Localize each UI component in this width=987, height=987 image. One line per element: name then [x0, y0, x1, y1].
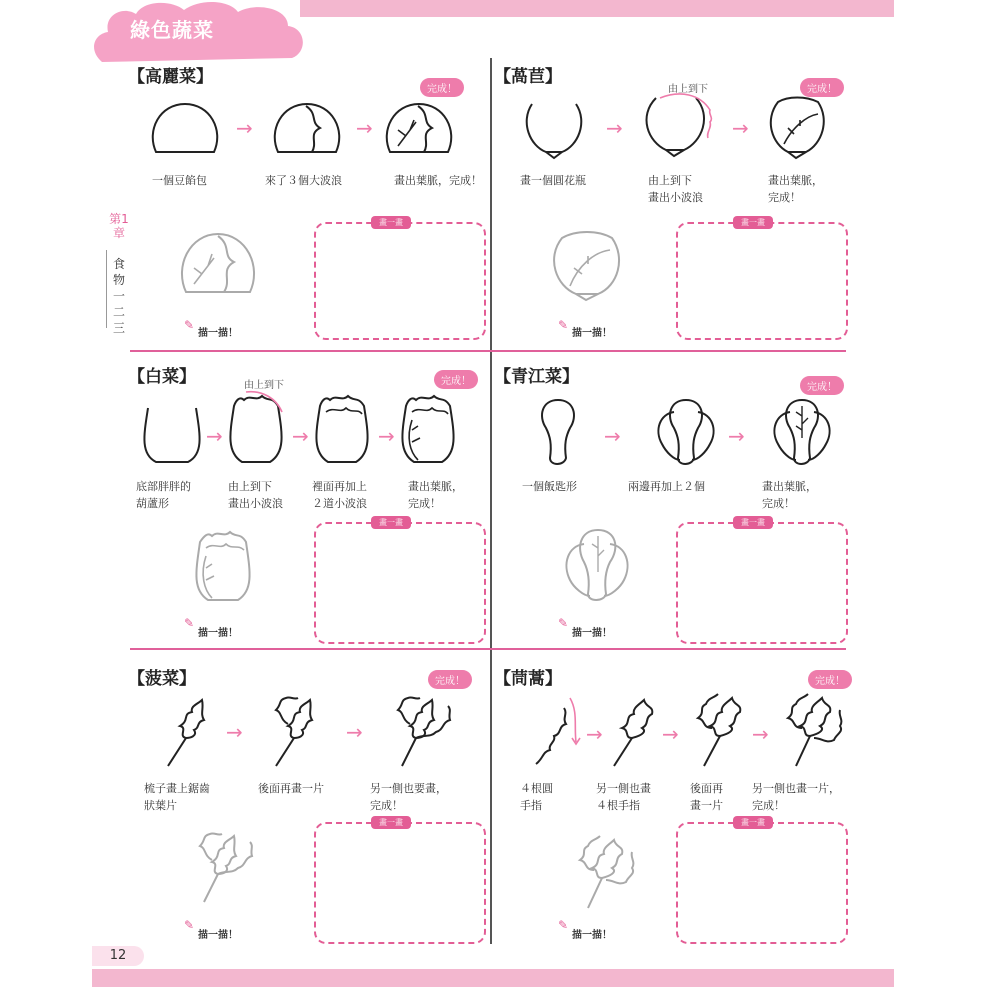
step-caption: 後面再畫一片 [258, 782, 324, 795]
step-caption: 畫出葉脈，完成！ [394, 174, 482, 187]
trace-label: 描一描！ [572, 328, 612, 339]
arrow-icon: → [604, 424, 621, 448]
arrow-icon: → [236, 116, 253, 140]
section-title-lettuce: 【萵苣】 [494, 67, 562, 87]
spinach-step2-drawing [268, 694, 328, 770]
arrow-icon: → [728, 424, 745, 448]
pencil-icon: ✎ [558, 918, 569, 932]
arrow-icon: → [606, 116, 623, 140]
step-caption: 一個豆餡包 [152, 174, 207, 187]
spinach-trace-drawing [186, 826, 258, 906]
trace-label: 描一描！ [198, 328, 238, 339]
step-caption: 畫一個圓花瓶 [520, 174, 586, 187]
step-caption: 另一側也要畫， 完成！ [370, 782, 447, 812]
arrow-icon: → [206, 424, 223, 448]
draw-box-label: 畫一畫 [733, 216, 773, 229]
cabbage-step1-drawing [150, 102, 220, 160]
draw-box-label: 畫一畫 [371, 216, 411, 229]
chapter-subtitle: 食物一二三 [112, 257, 125, 335]
draw-box-label: 畫一畫 [371, 516, 411, 529]
section-title-bok-choy: 【青江菜】 [494, 367, 579, 387]
pencil-icon: ✎ [558, 616, 569, 630]
spinach-step3-drawing [384, 690, 454, 770]
napa-step1-drawing [142, 404, 202, 468]
drawing-area-spinach[interactable] [314, 822, 486, 944]
drawing-area-crown-daisy[interactable] [676, 822, 848, 944]
trace-label: 描一描！ [572, 930, 612, 941]
crowndaisy-step1-drawing [534, 696, 584, 770]
pencil-icon: ✎ [558, 318, 569, 332]
done-badge: 完成！ [800, 78, 844, 97]
lettuce-trace-drawing [548, 232, 628, 304]
step-caption: 畫出葉脈， 完成！ [768, 174, 823, 204]
draw-box-label: 畫一畫 [733, 516, 773, 529]
crowndaisy-trace-drawing [566, 826, 638, 912]
step-caption: 畫出葉脈， 完成！ [762, 480, 817, 510]
bottom-banner-bar [92, 969, 894, 987]
step-caption: 來了３個大波浪 [265, 174, 342, 187]
cabbage-step2-drawing [272, 102, 342, 160]
step-caption: 裡面再加上 ２道小波浪 [312, 480, 367, 510]
bokchoy-step2-drawing [652, 398, 718, 468]
done-badge: 完成！ [434, 370, 478, 389]
arrow-icon: → [292, 424, 309, 448]
trace-label: 描一描！ [198, 628, 238, 639]
bokchoy-step1-drawing [538, 398, 582, 468]
arrow-icon: → [732, 116, 749, 140]
step-caption: 底部胖胖的 葫蘆形 [136, 480, 191, 510]
lettuce-step2-drawing [640, 92, 720, 160]
drawing-area-cabbage[interactable] [314, 222, 486, 340]
step-caption: 畫出葉脈， 完成！ [408, 480, 463, 510]
chapter-divider [106, 250, 107, 328]
section-title-crown-daisy: 【茼蒿】 [494, 669, 562, 689]
arrow-icon: → [346, 720, 363, 744]
cabbage-trace-drawing [178, 230, 258, 300]
pencil-icon: ✎ [184, 918, 195, 932]
done-badge: 完成！ [420, 78, 464, 97]
arrow-icon: → [356, 116, 373, 140]
done-badge: 完成！ [800, 376, 844, 395]
arrow-icon: → [378, 424, 395, 448]
row-divider-1 [130, 350, 846, 352]
section-title-napa-cabbage: 【白菜】 [128, 367, 196, 387]
section-title-cabbage: 【高麗菜】 [128, 67, 213, 87]
section-title-spinach: 【菠菜】 [128, 669, 196, 689]
step-caption: ４根圓 手指 [520, 782, 553, 812]
crowndaisy-step4-drawing [774, 686, 846, 770]
step-caption: 兩邊再加上２個 [628, 480, 705, 493]
chapter-number: 第1章 [109, 212, 129, 240]
direction-hint: 由上到下 [668, 84, 708, 95]
done-badge: 完成！ [428, 670, 472, 689]
direction-hint: 由上到下 [244, 380, 284, 391]
cabbage-step3-drawing [384, 100, 454, 160]
pencil-icon: ✎ [184, 616, 195, 630]
napa-step2-drawing [226, 390, 290, 468]
step-caption: 梳子畫上鋸齒 狀葉片 [144, 782, 210, 812]
bokchoy-step3-drawing [768, 398, 834, 468]
arrow-icon: → [586, 722, 603, 746]
trace-label: 描一描！ [198, 930, 238, 941]
row-divider-2 [130, 648, 846, 650]
drawing-area-napa-cabbage[interactable] [314, 522, 486, 644]
step-caption: 一個飯匙形 [522, 480, 577, 493]
done-badge: 完成！ [808, 670, 852, 689]
napa-step4-drawing [398, 390, 462, 468]
drawing-area-bok-choy[interactable] [676, 522, 848, 644]
page-title: 綠色蔬菜 [130, 18, 214, 42]
crowndaisy-step3-drawing [690, 690, 750, 770]
arrow-icon: → [662, 722, 679, 746]
napa-trace-drawing [192, 526, 258, 606]
pencil-icon: ✎ [184, 318, 195, 332]
drawing-area-lettuce[interactable] [676, 222, 848, 340]
step-caption: 由上到下 畫出小波浪 [648, 174, 703, 204]
trace-label: 描一描！ [572, 628, 612, 639]
arrow-icon: → [752, 722, 769, 746]
lettuce-step1-drawing [524, 100, 584, 160]
step-caption: 另一側也畫一片， 完成！ [752, 782, 840, 812]
spinach-step1-drawing [164, 698, 208, 770]
draw-box-label: 畫一畫 [733, 816, 773, 829]
step-caption: 另一側也畫 ４根手指 [596, 782, 651, 812]
arrow-icon: → [226, 720, 243, 744]
lettuce-step3-drawing [766, 98, 832, 160]
page-number: 12 [92, 946, 144, 966]
napa-step3-drawing [312, 390, 376, 468]
crowndaisy-step2-drawing [610, 696, 660, 770]
step-caption: 後面再 畫一片 [690, 782, 723, 812]
draw-box-label: 畫一畫 [371, 816, 411, 829]
step-caption: 由上到下 畫出小波浪 [228, 480, 283, 510]
top-banner-bar [300, 0, 894, 17]
vertical-divider [490, 58, 492, 944]
bokchoy-trace-drawing [560, 528, 632, 606]
